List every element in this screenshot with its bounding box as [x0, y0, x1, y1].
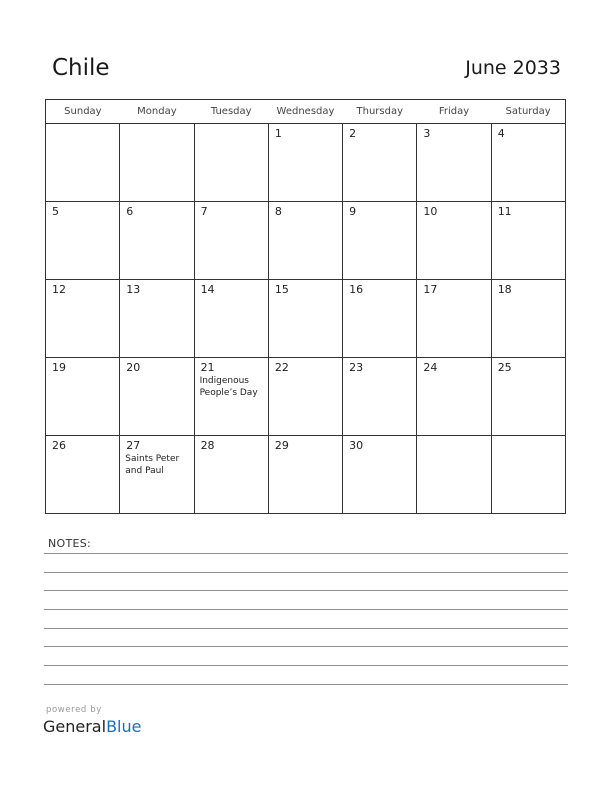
note-line	[44, 665, 568, 666]
month-year-title: June 2033	[465, 57, 561, 79]
brand-name-part1: General	[43, 717, 107, 736]
note-line	[44, 609, 568, 610]
note-line	[44, 646, 568, 647]
day-number: 9	[349, 205, 357, 218]
weekday-header: Wednesday	[268, 100, 342, 124]
note-line	[44, 553, 568, 554]
day-cell	[417, 280, 491, 358]
day-number: 19	[52, 361, 66, 374]
day-number: 14	[200, 283, 215, 296]
day-cell	[268, 202, 342, 280]
day-cell	[343, 280, 417, 358]
note-line	[44, 590, 568, 591]
day-number: 3	[423, 127, 431, 140]
day-number: 6	[126, 205, 134, 218]
day-number: 4	[497, 127, 505, 140]
day-cell	[491, 436, 565, 514]
day-cell	[417, 436, 491, 514]
weekday-header: Tuesday	[194, 100, 268, 124]
day-cell	[120, 280, 194, 358]
day-cell	[343, 124, 417, 202]
day-number: 26	[52, 439, 66, 452]
note-line	[44, 684, 568, 685]
day-cell	[46, 124, 120, 202]
week-row	[46, 280, 566, 358]
day-cell	[46, 436, 120, 514]
day-number: 2	[349, 127, 357, 140]
holiday-label: Saints Peter and Paul	[125, 454, 180, 476]
day-cell	[46, 280, 120, 358]
day-number: 15	[274, 283, 289, 296]
week-row	[46, 436, 566, 514]
holiday-label: Indigenous People’s Day	[199, 376, 258, 398]
day-cell	[268, 280, 342, 358]
day-number: 29	[274, 439, 289, 452]
weekday-header: Sunday	[46, 100, 120, 124]
day-number: 21	[200, 361, 215, 374]
day-cell	[417, 358, 491, 436]
country-title: Chile	[52, 55, 110, 81]
day-number: 24	[423, 361, 438, 374]
day-cell	[194, 280, 268, 358]
day-cell	[491, 124, 565, 202]
day-cell	[417, 124, 491, 202]
day-cell	[343, 436, 417, 514]
day-number: 11	[497, 205, 512, 218]
day-cell	[194, 124, 268, 202]
day-number: 5	[52, 205, 59, 218]
day-cell	[120, 202, 194, 280]
day-number: 10	[423, 205, 438, 218]
day-number: 1	[274, 127, 282, 140]
day-cell	[417, 202, 491, 280]
calendar-grid	[45, 99, 566, 514]
day-cell	[194, 202, 268, 280]
day-number: 25	[497, 361, 512, 374]
day-cell	[343, 202, 417, 280]
notes-label: NOTES:	[48, 537, 92, 550]
day-number: 22	[274, 361, 289, 374]
weekday-header: Monday	[120, 100, 194, 124]
powered-by-text: powered by	[46, 705, 102, 715]
day-number: 12	[52, 283, 66, 296]
weekday-header: Saturday	[491, 100, 565, 124]
day-number: 20	[126, 361, 141, 374]
week-row	[46, 124, 566, 202]
day-number: 17	[423, 283, 438, 296]
day-cell	[268, 358, 342, 436]
day-cell	[120, 124, 194, 202]
week-row	[46, 358, 566, 436]
day-cell	[46, 202, 120, 280]
day-number: 16	[349, 283, 364, 296]
weekday-header-row	[46, 100, 566, 124]
week-row	[46, 202, 566, 280]
day-cell	[194, 358, 268, 436]
brand-name-part2: Blue	[106, 717, 142, 736]
weekday-header: Friday	[417, 100, 491, 124]
day-cell	[120, 358, 194, 436]
day-cell	[46, 358, 120, 436]
day-cell	[491, 280, 565, 358]
day-number: 18	[497, 283, 512, 296]
day-cell	[268, 436, 342, 514]
day-number: 23	[349, 361, 364, 374]
weekday-header: Thursday	[343, 100, 417, 124]
day-number: 8	[274, 205, 282, 218]
day-number: 13	[126, 283, 141, 296]
day-number: 27	[126, 439, 141, 452]
day-cell	[491, 358, 565, 436]
brand-logo	[43, 717, 141, 736]
day-number: 7	[200, 205, 208, 218]
day-number: 28	[200, 439, 215, 452]
note-line	[44, 628, 568, 629]
day-number: 30	[349, 439, 364, 452]
day-cell	[120, 436, 194, 514]
note-line	[44, 572, 568, 573]
day-cell	[194, 436, 268, 514]
day-cell	[491, 202, 565, 280]
day-cell	[268, 124, 342, 202]
day-cell	[343, 358, 417, 436]
